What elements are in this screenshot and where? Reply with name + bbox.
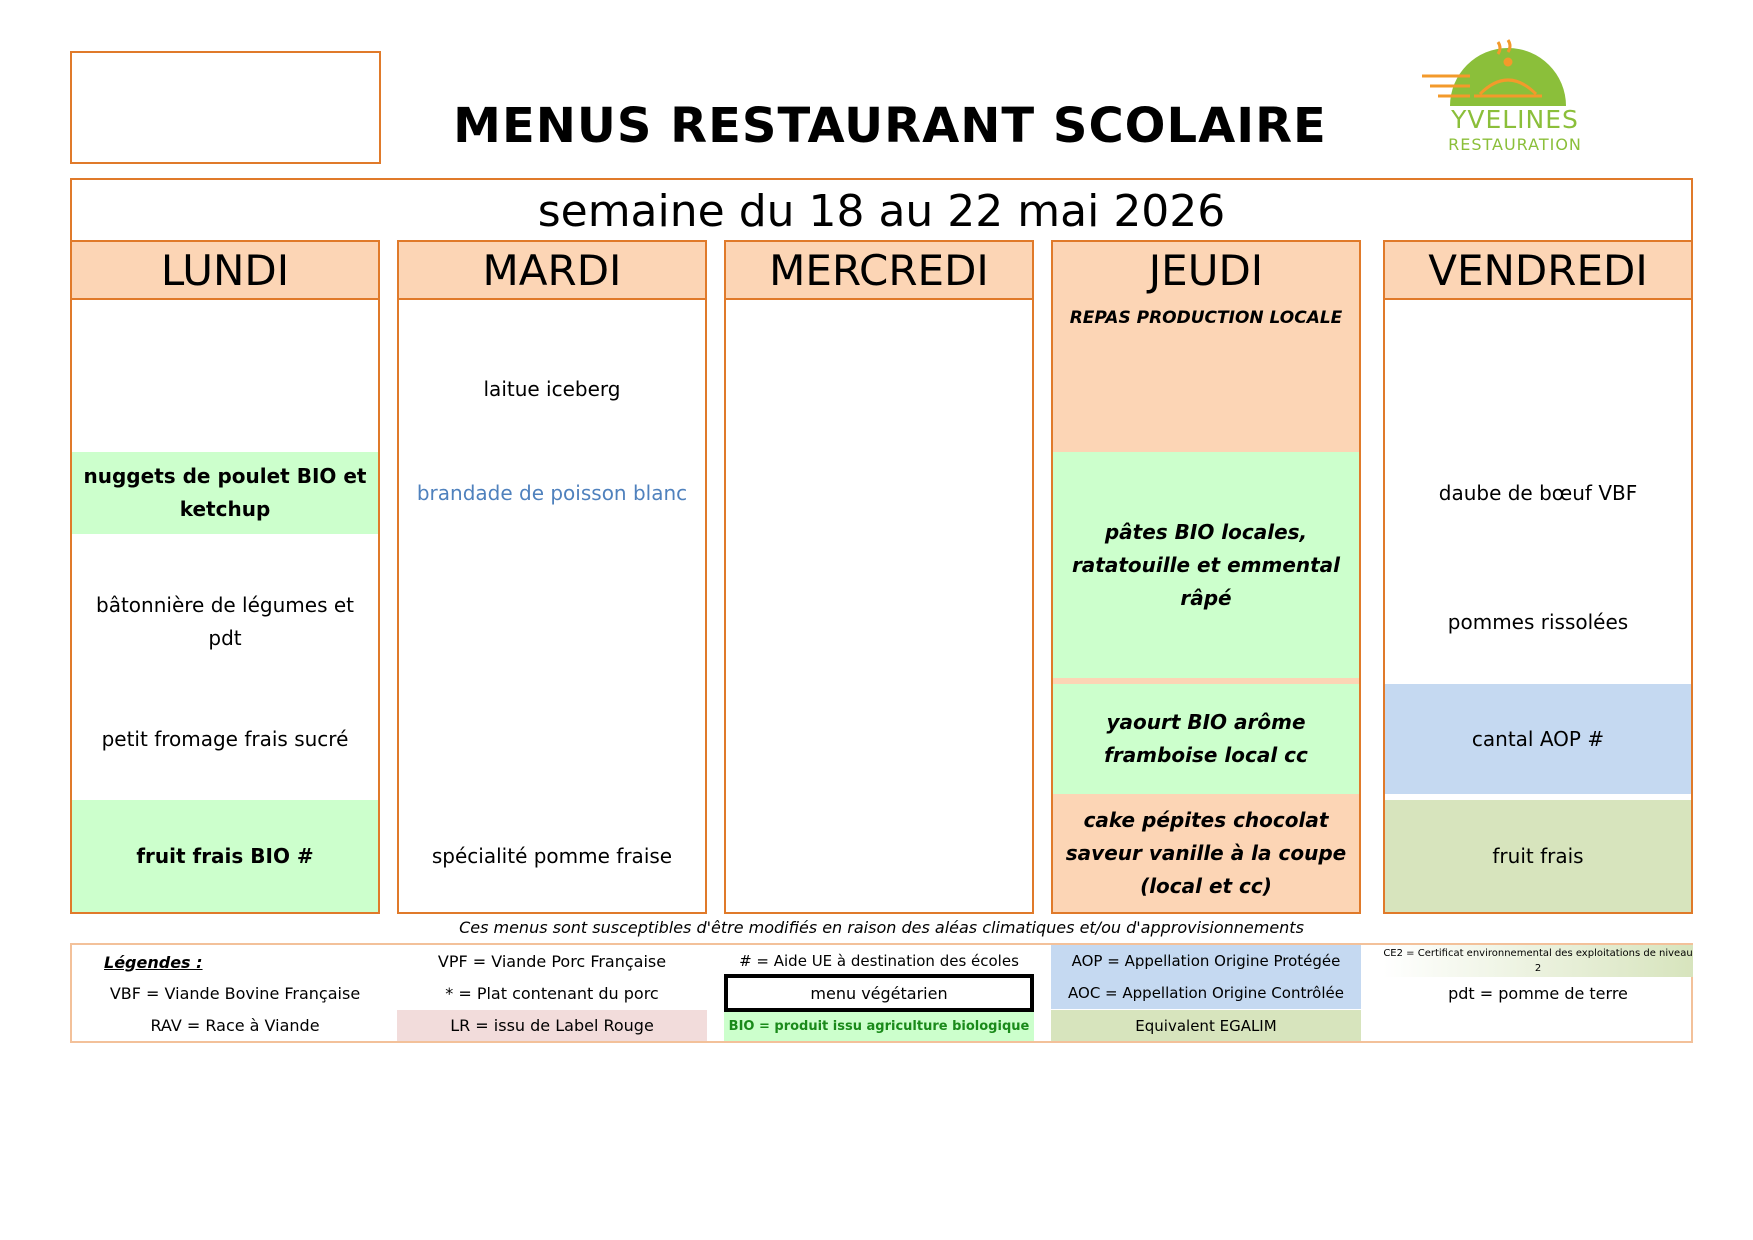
legend-vegetarien: menu végétarien: [724, 974, 1034, 1012]
day-header-lundi: LUNDI: [70, 240, 380, 300]
mardi-dessert: spécialité pomme fraise: [431, 843, 673, 868]
lundi-plat: nuggets de poulet BIO et ketchup: [72, 452, 378, 534]
legend-vpf: VPF = Viande Porc Française: [437, 951, 667, 971]
legend-aide-ue: # = Aide UE à destination des écoles: [739, 952, 1019, 970]
column-mardi: [397, 240, 707, 914]
legend-egalim: Equivalent EGALIM: [1051, 1010, 1361, 1041]
logo-subtext: RESTAURATION: [1448, 134, 1582, 154]
legend-lr: LR = issu de Label Rouge: [397, 1010, 707, 1041]
legend-vbf: VBF = Viande Bovine Française: [109, 983, 361, 1003]
page-title: MENUS RESTAURANT SCOLAIRE: [453, 98, 1327, 154]
week-title: semaine du 18 au 22 mai 2026: [537, 185, 1226, 237]
jeudi-laitage: yaourt BIO arôme framboise local cc: [1053, 684, 1359, 794]
day-header-vendredi: VENDREDI: [1383, 240, 1693, 300]
vendredi-accompagnement: pommes rissolées: [1447, 609, 1629, 634]
vendredi-dessert: fruit frais: [1385, 800, 1691, 912]
day-header-jeudi: JEUDI: [1051, 240, 1361, 300]
legend-porc: * = Plat contenant du porc: [445, 983, 659, 1003]
lundi-accompagnement: bâtonnière de légumes et pdt: [96, 593, 354, 650]
jeudi-dessert: cake pépites chocolat saveur vanille à la coupe (local et cc): [1053, 794, 1359, 912]
day-header-mercredi: MERCREDI: [724, 240, 1034, 300]
disclaimer-note: Ces menus sont susceptibles d'être modifiés en raison des aléas climatiques et/ou d'approvisionnements: [459, 917, 1304, 937]
legend-rav: RAV = Race à Viande: [150, 1016, 320, 1035]
school-name-box: [70, 51, 381, 164]
vendredi-laitage: cantal AOP #: [1385, 684, 1691, 794]
logo-text: YVELINES: [1451, 104, 1579, 134]
lundi-laitage: petit fromage frais sucré: [101, 726, 349, 751]
legend-title: Légendes :: [104, 952, 203, 972]
column-mercredi: [724, 240, 1034, 914]
mardi-plat: brandade de poisson blanc: [416, 480, 688, 505]
lundi-dessert: fruit frais BIO #: [72, 800, 378, 912]
mardi-entree: laitue iceberg: [483, 376, 621, 401]
legend-ce2: CE2 = Certificat environnemental des exploitations de niveau 2: [1383, 945, 1693, 977]
jeudi-banner: REPAS PRODUCTION LOCALE: [1053, 298, 1359, 452]
day-header-mardi: MARDI: [397, 240, 707, 300]
legend-aop: AOP = Appellation Origine Protégée: [1051, 945, 1361, 977]
legend-pdt: pdt = pomme de terre: [1448, 983, 1628, 1003]
vendredi-plat: daube de bœuf VBF: [1438, 480, 1638, 505]
legend-aoc: AOC = Appellation Origine Contrôlée: [1051, 977, 1361, 1009]
legend-bio: BIO = produit issu agriculture biologique: [724, 1012, 1034, 1041]
jeudi-plat: pâtes BIO locales, ratatouille et emmental râpé: [1053, 452, 1359, 678]
